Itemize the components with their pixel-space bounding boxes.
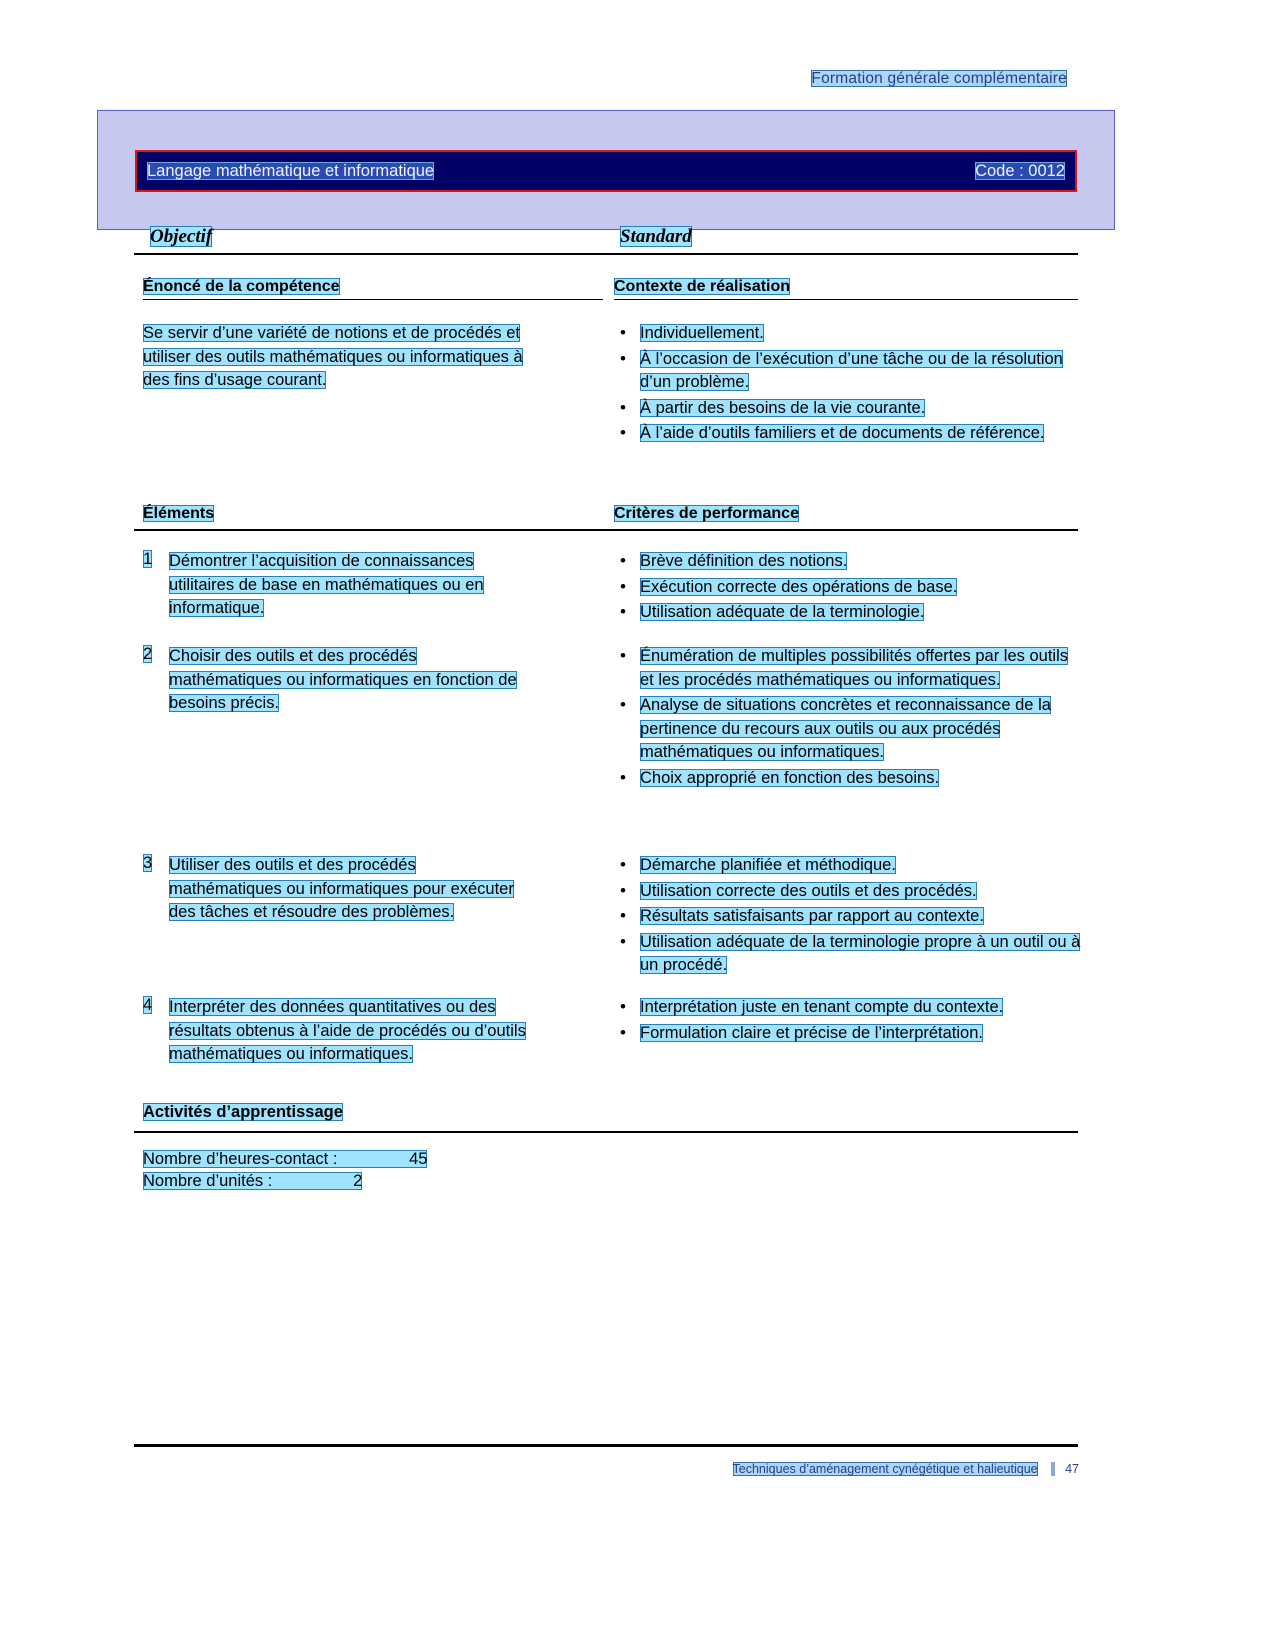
course-title: Langage mathématique et informatique (147, 161, 435, 180)
list-item: • Utilisation adéquate de la terminologie propre à un outil ou à un procédé. (614, 931, 1084, 978)
list-item: • Individuellement. (614, 322, 1084, 346)
criteres-list-1 (614, 550, 1084, 625)
title-banner (139, 154, 1073, 188)
contexte-heading: Contexte de réalisation (614, 278, 791, 295)
course-code-wrap (975, 162, 1065, 181)
criteres-group-4 (614, 996, 1084, 1047)
element-3: 3 Utiliser des outils et des procédés mathématiques ou informatiques pour exécuter des tâches et résoudre des problèmes. (143, 854, 514, 921)
element-row-4 (143, 996, 613, 1067)
list-item: • À l’aide d’outils familiers et de documents de référence. (614, 422, 1084, 446)
criteres-list-3 (614, 854, 1084, 978)
competence-line-2: utiliser des outils mathématiques ou informatiques à (143, 347, 523, 366)
element-1: 1 Démontrer l’acquisition de connaissances utilitaires de base en mathématiques ou en informatique. (143, 550, 484, 617)
element-number: 4 (143, 996, 153, 1014)
activites-heading: Activités d’apprentissage (143, 1103, 343, 1121)
divider-activites (134, 1131, 1078, 1133)
running-header-text: Formation générale complémentaire (811, 70, 1067, 87)
standard-heading-wrap (620, 226, 692, 248)
activites-heading-wrap (143, 1103, 343, 1122)
contexte-heading-wrap (614, 278, 790, 296)
divider-elements (134, 529, 1078, 531)
criteres-group-1 (614, 550, 1084, 627)
list-item: • Brève définition des notions. (614, 550, 1084, 574)
units-row: Nombre d’unités : 2 (143, 1172, 363, 1190)
list-item: • Démarche planifiée et méthodique. (614, 854, 1084, 878)
hours-row: Nombre d’heures-contact : 45 (143, 1150, 428, 1168)
element-4: 4 Interpréter des données quantitatives ou des résultats obtenus à l’aide de procédés ou d’outils mathématiques ou informatiques. (143, 996, 526, 1063)
element-2: 2 Choisir des outils et des procédés mathématiques ou informatiques en fonction de besoins précis. (143, 645, 517, 712)
element-number: 2 (143, 645, 153, 663)
objectif-heading: Objectif (150, 226, 213, 247)
contexte-list-wrap (614, 322, 1084, 448)
list-item: • À l’occasion de l’exécution d’une tâche ou de la résolution d’un problème. (614, 348, 1084, 395)
list-item: • Énumération de multiples possibilités offertes par les outils et les procédés mathématiques ou informatiques. (614, 645, 1084, 692)
course-code: Code : 0012 (975, 161, 1065, 180)
contexte-underline (614, 299, 1078, 300)
competence-text (143, 322, 603, 393)
element-number: 1 (143, 550, 153, 568)
list-item: • À partir des besoins de la vie courante. (614, 397, 1084, 421)
criteres-group-2 (614, 645, 1084, 792)
objectif-heading-wrap (150, 226, 212, 248)
list-item: • Utilisation correcte des outils et des procédés. (614, 880, 1084, 904)
page-number: 47 (1051, 1462, 1079, 1476)
competence-line-3: des fins d’usage courant. (143, 371, 327, 389)
elements-heading: Éléments (143, 505, 215, 522)
list-item: • Choix approprié en fonction des besoins. (614, 767, 1084, 791)
list-item: • Interprétation juste en tenant compte du contexte. (614, 996, 1084, 1020)
list-item: • Exécution correcte des opérations de base. (614, 576, 1084, 600)
standard-heading: Standard (620, 226, 692, 247)
element-row-2 (143, 645, 613, 716)
list-item: • Utilisation adéquate de la terminologie. (614, 601, 1084, 625)
competence-heading: Énoncé de la compétence (143, 278, 340, 295)
competence-underline (143, 299, 603, 300)
criteres-list-4 (614, 996, 1084, 1045)
footer-text: Techniques d’aménagement cynégétique et halieutique (732, 1462, 1038, 1476)
element-row-1 (143, 550, 613, 621)
list-item: • Analyse de situations concrètes et reconnaissance de la pertinence du recours aux outils ou aux procédés mathématiques ou informatiques. (614, 694, 1084, 765)
list-item: • Formulation claire et précise de l’interprétation. (614, 1022, 1084, 1046)
course-title-wrap (147, 162, 434, 181)
competence-heading-wrap (143, 278, 340, 296)
footer (733, 1462, 1079, 1476)
element-number: 3 (143, 854, 153, 872)
elements-heading-wrap (143, 505, 214, 523)
activites-values (143, 1148, 427, 1192)
running-header (811, 70, 1067, 88)
criteres-heading: Critères de performance (614, 505, 799, 522)
list-item: • Résultats satisfaisants par rapport au contexte. (614, 905, 1084, 929)
contexte-list (614, 322, 1084, 446)
criteres-list-2 (614, 645, 1084, 790)
criteres-heading-wrap (614, 505, 799, 523)
element-row-3 (143, 854, 613, 925)
criteres-group-3 (614, 854, 1084, 980)
competence-line-1: Se servir d’une variété de notions et de procédés et (143, 324, 520, 342)
footer-divider (134, 1444, 1078, 1447)
divider-top (134, 253, 1078, 255)
